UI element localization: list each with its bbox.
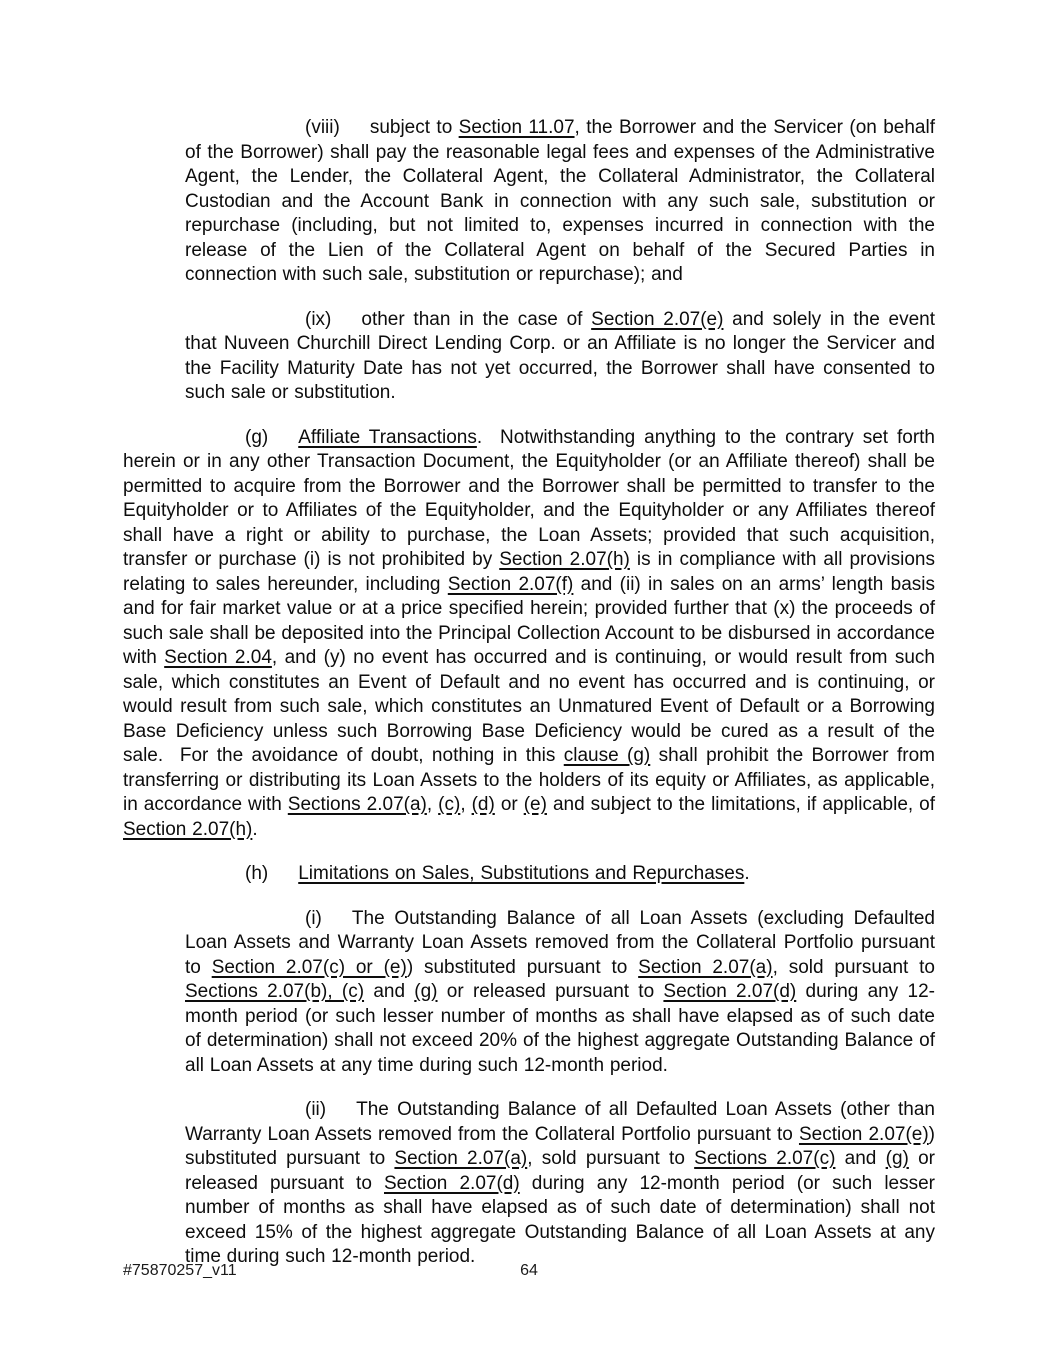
underlined-reference: Section 2.07(a)	[394, 1148, 528, 1169]
text-run: (ii)	[305, 1099, 327, 1120]
text-run: (g)	[245, 426, 269, 448]
text-run: .	[252, 818, 258, 840]
text-run: subject to	[369, 117, 459, 138]
text-run: and	[835, 1148, 886, 1169]
paragraph-viii	[185, 116, 935, 288]
underlined-reference: Section 2.07(h)	[499, 549, 630, 570]
underlined-reference: Section 2.07(d)	[663, 981, 797, 1002]
text-run: or released pursuant to	[437, 981, 664, 1002]
underlined-reference: Sections 2.07(c)	[694, 1148, 836, 1169]
text-run: , sold pursuant to	[527, 1148, 695, 1169]
text-run: The Outstanding Balance of all Loan Assets (excluding Defaulted Loan Assets and Warranty Loan Assets removed from the Collateral Portfolio pursuant to	[185, 907, 935, 978]
text-run: The Outstanding Balance of all Defaulted Loan Assets (other than Warranty Loan Assets removed from the Collateral Portfolio pursuant to	[185, 1099, 935, 1145]
underlined-reference: Section 2.07(d)	[384, 1172, 520, 1194]
underlined-reference: Section 2.07(c) or (e)	[211, 956, 407, 978]
text-run: during any 12-month period (or such lesser number of months as shall have elapsed as of such date of determination) shall not exceed 15% of the highest aggregate Outstanding Balance of all Loan Assets at any time during such 12-month period.	[185, 1172, 935, 1267]
document-body	[123, 116, 935, 1290]
text-run: and solely in the event that Nuveen Churchill Direct Lending Corp. or an Affiliate is no longer the Servicer and the Facility Maturity Date has not yet occurred, the Borrower shall have consented to such sale or substitution.	[185, 308, 935, 403]
text-run: ) substituted pursuant to	[185, 1123, 935, 1169]
underlined-reference: Section 2.07(e)	[591, 308, 724, 330]
text-run: ,	[426, 794, 439, 815]
paragraph-h-ii	[185, 1098, 935, 1270]
text-run: ,	[460, 794, 472, 815]
underlined-reference: Limitations on Sales, Substitutions and Repurchases	[298, 863, 745, 884]
text-run: and (ii) in sales on an arms’ length basis and for fair market value or at a price specified herein; provided further that (x) the proceeds of such sale shall be deposited into the Principal Collection Account to be disbursed in accordance with	[123, 573, 935, 668]
text-run: (ix)	[305, 308, 332, 330]
text-run: , the Borrower and the Servicer (on behalf of the Borrower) shall pay the reasonable legal fees and expenses of the Administrative Agent, the Lender, the Collateral Agent, the Collateral Administrator, the Collateral Custodian and the Account Bank in connection with any such sale, substitution or repurchase (including, but not limited to, expenses incurred in connection with the release of the Lien of the Collateral Agent on behalf of the Secured Parties in connection with such sale, substitution or repurchase); and	[185, 117, 935, 285]
document-id: #75870257_v11	[123, 1262, 237, 1279]
text-run: during any 12-month period (or such lesser number of months as shall have elapsed as of such date of determination) shall not exceed 20% of the highest aggregate Outstanding Balance of all Loan Assets at any time during such 12-month period.	[185, 981, 935, 1076]
underlined-reference: (c)	[438, 794, 461, 815]
text-run: or	[494, 794, 524, 815]
paragraph-h	[123, 862, 935, 887]
text-run: other than in the case of	[361, 308, 592, 330]
text-run: shall prohibit the Borrower from transferring or distributing its Loan Assets to the holders of its equity or Affiliates, as applicable, in accordance with	[123, 745, 935, 815]
underlined-reference: Affiliate Transactions	[298, 426, 477, 448]
text-run: , sold pursuant to	[772, 956, 935, 978]
paragraph-ix	[185, 308, 935, 406]
underlined-reference: Section 2.04	[164, 647, 272, 668]
text-run: and subject to the limitations, if applicable, of	[546, 794, 936, 815]
underlined-reference: clause (g)	[563, 745, 651, 766]
underlined-reference: (e)	[523, 794, 547, 815]
text-run: (i)	[305, 907, 322, 929]
text-run: (viii)	[305, 117, 340, 138]
text-run: , and (y) no event has occurred and is continuing, or would result from such sale, which constitutes an Event of Default and no event has occurred and is continuing, or would result from such sale, which constitutes an Unmatured Event of Default or a Borrowing Base Deficiency unless such Borrowing Base Deficiency would be cured as a result of the sale. For the avoidance of doubt, nothing in this	[123, 647, 935, 766]
underlined-reference: Section 2.07(a)	[638, 956, 773, 978]
underlined-reference: (d)	[471, 794, 495, 815]
text-run: ) substituted pursuant to	[406, 956, 639, 978]
text-run: and	[364, 981, 415, 1002]
underlined-reference: Section 2.07(h)	[123, 818, 253, 840]
underlined-reference: Section 11.07	[458, 117, 575, 138]
text-run: . Notwithstanding anything to the contrary set forth herein or in any other Transaction Document, the Equityholder (or an Affiliate thereof) shall be permitted to acquire from the Borrower and the Borrower shall be permitted to transfer to the Equityholder or to Affiliates of the Equityholder, and the Equityholder or any Affiliates thereof shall have a right or ability to purchase, the Loan Assets; provided that such acquisition, transfer or purchase (i) is not prohibited by	[123, 426, 935, 570]
underlined-reference: (g)	[885, 1148, 909, 1169]
underlined-reference: Sections 2.07(a)	[287, 794, 427, 815]
page-number: 64	[520, 1262, 538, 1279]
text-run: or released pursuant to	[185, 1148, 935, 1194]
text-run: is in compliance with all provisions relating to sales hereunder, including	[123, 549, 935, 595]
underlined-reference: Sections 2.07(b), (c)	[185, 981, 365, 1002]
underlined-reference: (g)	[414, 981, 438, 1002]
underlined-reference: Section 2.07(f)	[447, 573, 574, 595]
underlined-reference: Section 2.07(e)	[798, 1123, 929, 1145]
paragraph-h-i	[185, 907, 935, 1079]
text-run: .	[744, 863, 750, 884]
page-footer	[123, 1262, 935, 1286]
text-run: (h)	[245, 863, 269, 884]
paragraph-g	[123, 426, 935, 843]
